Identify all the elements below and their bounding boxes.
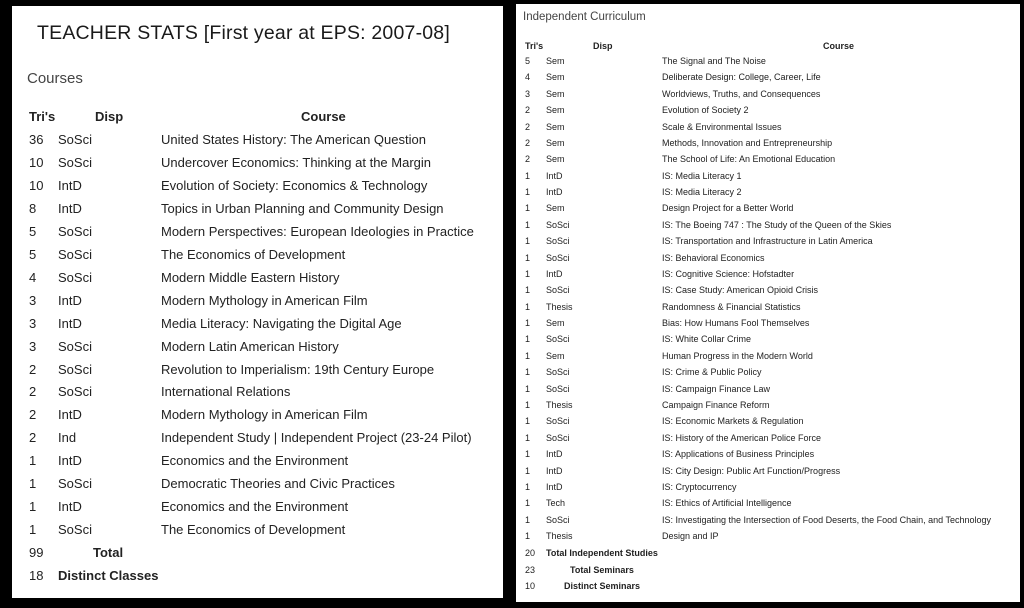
row-course: The School of Life: An Emotional Education bbox=[662, 154, 836, 165]
header-tris: Tri's bbox=[29, 109, 56, 124]
row-tris: 3 bbox=[525, 88, 531, 99]
row-course: Revolution to Imperialism: 19th Century Europe bbox=[161, 361, 435, 377]
table-row bbox=[12, 293, 503, 316]
row-tris: 1 bbox=[525, 187, 531, 198]
row-course: Democratic Theories and Civic Practices bbox=[161, 476, 395, 492]
table-row bbox=[516, 449, 1020, 465]
row-disp: Thesis bbox=[546, 531, 573, 542]
row-disp: SoSci bbox=[58, 476, 92, 492]
row-course: IS: White Collar Crime bbox=[662, 334, 752, 345]
row-tris: 1 bbox=[29, 476, 37, 492]
table-row bbox=[516, 498, 1020, 514]
row-disp: Sem bbox=[546, 203, 565, 214]
table-row bbox=[516, 466, 1020, 482]
row-disp: SoSci bbox=[546, 236, 570, 247]
row-tris: 1 bbox=[29, 499, 37, 515]
row-disp: Sem bbox=[546, 137, 565, 148]
row-disp: SoSci bbox=[546, 432, 570, 443]
row-course: United States History: The American Question bbox=[161, 132, 426, 147]
row-disp: SoSci bbox=[58, 361, 92, 377]
row-disp: IntD bbox=[58, 315, 82, 331]
row-course: Modern Latin American History bbox=[161, 338, 339, 354]
header-disp: Disp bbox=[95, 109, 124, 124]
table-row bbox=[12, 476, 503, 499]
row-disp: SoSci bbox=[546, 367, 570, 378]
row-tris: 5 bbox=[29, 223, 37, 239]
row-disp: IntD bbox=[546, 268, 563, 279]
row-course: IS: Case Study: American Opioid Crisis bbox=[662, 285, 819, 296]
row-tris: 3 bbox=[29, 338, 37, 354]
row-tris: 1 bbox=[525, 531, 531, 542]
table-row bbox=[516, 416, 1020, 432]
row-tris: 10 bbox=[29, 154, 44, 170]
row-disp: Sem bbox=[546, 72, 565, 83]
row-tris: 2 bbox=[525, 137, 531, 148]
row-disp: Ind bbox=[58, 430, 77, 446]
row-disp: Tech bbox=[546, 498, 566, 509]
footer-label: Total Seminars bbox=[570, 565, 634, 575]
row-tris: 1 bbox=[525, 236, 531, 247]
table-row bbox=[12, 362, 503, 385]
row-tris: 5 bbox=[29, 246, 37, 262]
row-tris: 5 bbox=[525, 56, 531, 66]
table-row bbox=[516, 302, 1020, 318]
header-course: Course bbox=[823, 41, 855, 51]
row-course: IS: Media Literacy 2 bbox=[662, 187, 742, 198]
row-disp: SoSci bbox=[58, 223, 92, 239]
table-row bbox=[12, 522, 503, 545]
row-course: Modern Mythology in American Film bbox=[161, 292, 368, 308]
row-disp: SoSci bbox=[58, 269, 92, 285]
row-course: Modern Perspectives: European Ideologies in Practice bbox=[161, 223, 474, 239]
independent-curriculum-title: Independent Curriculum bbox=[523, 11, 646, 23]
row-course: Economics and the Environment bbox=[161, 499, 349, 515]
row-tris: 1 bbox=[525, 268, 531, 279]
row-disp: Sem bbox=[546, 56, 565, 66]
table-row bbox=[12, 430, 503, 453]
table-row bbox=[516, 187, 1020, 203]
row-tris: 1 bbox=[525, 203, 531, 214]
table-row bbox=[516, 400, 1020, 416]
table-row bbox=[12, 155, 503, 178]
row-tris: 1 bbox=[525, 170, 531, 181]
table-row bbox=[12, 316, 503, 339]
table-row bbox=[12, 201, 503, 224]
row-disp: SoSci bbox=[546, 285, 570, 296]
table-row bbox=[12, 499, 503, 522]
row-course: Worldviews, Truths, and Consequences bbox=[662, 88, 821, 99]
table-row bbox=[516, 515, 1020, 531]
row-course: IS: Cognitive Science: Hofstadter bbox=[662, 268, 795, 279]
row-course: IS: Behavioral Economics bbox=[662, 252, 765, 263]
total-seminars-row bbox=[516, 565, 1020, 581]
table-row bbox=[12, 339, 503, 362]
table-row bbox=[516, 138, 1020, 154]
row-tris: 2 bbox=[29, 430, 37, 446]
table-row bbox=[12, 132, 503, 155]
row-course: Bias: How Humans Fool Themselves bbox=[662, 318, 810, 329]
table-row bbox=[516, 171, 1020, 187]
row-tris: 2 bbox=[525, 105, 531, 116]
table-row bbox=[516, 351, 1020, 367]
row-disp: SoSci bbox=[58, 384, 92, 400]
row-tris: 1 bbox=[525, 481, 531, 492]
row-course: Evolution of Society: Economics & Technology bbox=[161, 177, 428, 193]
table-row bbox=[12, 453, 503, 476]
row-course: Media Literacy: Navigating the Digital Age bbox=[161, 315, 402, 331]
row-tris: 1 bbox=[525, 301, 531, 312]
row-tris: 1 bbox=[525, 416, 531, 427]
row-course: Modern Mythology in American Film bbox=[161, 407, 368, 423]
row-tris: 3 bbox=[29, 315, 37, 331]
row-course: IS: History of the American Police Force bbox=[662, 432, 822, 443]
row-course: International Relations bbox=[161, 384, 291, 400]
curriculum-table-header bbox=[516, 41, 1020, 57]
row-disp: IntD bbox=[546, 449, 563, 460]
row-course: IS: Economic Markets & Regulation bbox=[662, 416, 804, 427]
row-tris: 2 bbox=[29, 384, 37, 400]
table-row bbox=[516, 122, 1020, 138]
row-disp: IntD bbox=[58, 407, 82, 423]
table-row bbox=[12, 247, 503, 270]
row-course: IS: The Boeing 747 : The Study of the Queen of the Skies bbox=[662, 219, 892, 230]
row-tris: 36 bbox=[29, 132, 44, 147]
row-disp: Sem bbox=[546, 154, 565, 165]
courses-table-header bbox=[12, 109, 503, 132]
table-row bbox=[516, 253, 1020, 269]
row-disp: Sem bbox=[546, 105, 565, 116]
total-count: 99 bbox=[29, 545, 44, 560]
row-disp: Sem bbox=[546, 88, 565, 99]
row-disp: SoSci bbox=[546, 219, 570, 230]
row-course: The Economics of Development bbox=[161, 522, 346, 538]
footer-label: Total Independent Studies bbox=[546, 548, 658, 558]
row-course: IS: Campaign Finance Law bbox=[662, 383, 771, 394]
row-course: Human Progress in the Modern World bbox=[662, 350, 813, 361]
row-disp: SoSci bbox=[546, 514, 570, 525]
row-course: IS: Transportation and Infrastructure in Latin America bbox=[662, 236, 873, 247]
table-row bbox=[516, 236, 1020, 252]
row-course: Methods, Innovation and Entrepreneurship bbox=[662, 137, 833, 148]
distinct-count: 18 bbox=[29, 568, 44, 583]
footer-count: 20 bbox=[525, 548, 536, 558]
row-tris: 2 bbox=[29, 361, 37, 377]
row-tris: 4 bbox=[525, 72, 531, 83]
table-row bbox=[12, 224, 503, 247]
teacher-stats-panel bbox=[12, 6, 503, 598]
table-row bbox=[516, 285, 1020, 301]
row-tris: 10 bbox=[29, 177, 44, 193]
header-disp: Disp bbox=[593, 41, 613, 51]
row-disp: IntD bbox=[546, 465, 563, 476]
row-course: Design Project for a Better World bbox=[662, 203, 794, 214]
row-tris: 2 bbox=[29, 407, 37, 423]
row-tris: 2 bbox=[525, 121, 531, 132]
row-tris: 1 bbox=[525, 367, 531, 378]
row-disp: IntD bbox=[546, 481, 563, 492]
row-course: Scale & Environmental Issues bbox=[662, 121, 782, 132]
independent-curriculum-panel bbox=[516, 4, 1020, 602]
row-course: IS: Cryptocurrency bbox=[662, 481, 737, 492]
row-disp: SoSci bbox=[546, 383, 570, 394]
row-course: The Signal and The Noise bbox=[662, 56, 766, 66]
row-tris: 1 bbox=[525, 285, 531, 296]
row-course: Campaign Finance Reform bbox=[662, 399, 770, 410]
row-tris: 1 bbox=[525, 219, 531, 230]
total-independent-studies-row bbox=[516, 548, 1020, 564]
table-row bbox=[516, 154, 1020, 170]
page-title: TEACHER STATS [First year at EPS: 2007-08] bbox=[37, 22, 450, 44]
row-tris: 4 bbox=[29, 269, 37, 285]
row-tris: 1 bbox=[525, 383, 531, 394]
row-disp: Thesis bbox=[546, 399, 573, 410]
distinct-label: Distinct Classes bbox=[58, 568, 159, 583]
table-row bbox=[516, 367, 1020, 383]
row-course: Randomness & Financial Statistics bbox=[662, 301, 801, 312]
row-tris: 1 bbox=[29, 522, 37, 538]
table-row bbox=[516, 220, 1020, 236]
row-course: Independent Study | Independent Project (23-24 Pilot) bbox=[161, 430, 472, 446]
row-course: Evolution of Society 2 bbox=[662, 105, 749, 116]
row-disp: IntD bbox=[546, 187, 563, 198]
row-course: IS: Applications of Business Principles bbox=[662, 449, 815, 460]
row-disp: IntD bbox=[546, 170, 563, 181]
row-tris: 1 bbox=[525, 318, 531, 329]
courses-section-title: Courses bbox=[27, 70, 83, 87]
row-tris: 1 bbox=[525, 432, 531, 443]
total-row bbox=[12, 545, 503, 568]
table-row bbox=[516, 56, 1020, 72]
row-disp: SoSci bbox=[58, 246, 92, 262]
footer-label: Distinct Seminars bbox=[564, 581, 641, 591]
row-tris: 1 bbox=[525, 449, 531, 460]
row-disp: SoSci bbox=[546, 416, 570, 427]
table-row bbox=[516, 269, 1020, 285]
row-disp: Sem bbox=[546, 350, 565, 361]
row-disp: IntD bbox=[58, 499, 82, 515]
header-tris: Tri's bbox=[525, 41, 544, 51]
table-row bbox=[12, 384, 503, 407]
row-tris: 1 bbox=[525, 252, 531, 263]
row-course: The Economics of Development bbox=[161, 246, 346, 262]
table-row bbox=[12, 178, 503, 201]
row-course: IS: Media Literacy 1 bbox=[662, 170, 742, 181]
table-row bbox=[516, 203, 1020, 219]
row-course: IS: Investigating the Intersection of Food Deserts, the Food Chain, and Technology bbox=[662, 514, 992, 525]
table-row bbox=[516, 531, 1020, 547]
row-tris: 2 bbox=[525, 154, 531, 165]
row-disp: SoSci bbox=[58, 132, 92, 147]
row-tris: 1 bbox=[525, 350, 531, 361]
row-tris: 1 bbox=[525, 465, 531, 476]
row-course: Economics and the Environment bbox=[161, 453, 349, 469]
table-row bbox=[516, 334, 1020, 350]
row-tris: 1 bbox=[525, 498, 531, 509]
table-row bbox=[12, 407, 503, 430]
distinct-seminars-row bbox=[516, 581, 1020, 597]
table-row bbox=[516, 318, 1020, 334]
total-label: Total bbox=[93, 545, 124, 560]
footer-count: 10 bbox=[525, 581, 536, 591]
row-disp: SoSci bbox=[58, 338, 92, 354]
table-row bbox=[516, 105, 1020, 121]
row-course: Modern Middle Eastern History bbox=[161, 269, 340, 285]
table-row bbox=[516, 384, 1020, 400]
row-course: IS: City Design: Public Art Function/Progress bbox=[662, 465, 841, 476]
row-disp: SoSci bbox=[546, 334, 570, 345]
row-tris: 3 bbox=[29, 292, 37, 308]
row-course: Topics in Urban Planning and Community Design bbox=[161, 200, 444, 216]
table-row bbox=[516, 89, 1020, 105]
row-course: IS: Ethics of Artificial Intelligence bbox=[662, 498, 792, 509]
table-row bbox=[516, 482, 1020, 498]
row-disp: SoSci bbox=[58, 154, 92, 170]
row-disp: Sem bbox=[546, 121, 565, 132]
row-tris: 1 bbox=[29, 453, 37, 469]
row-disp: IntD bbox=[58, 453, 82, 469]
row-disp: IntD bbox=[58, 200, 82, 216]
row-course: Design and IP bbox=[662, 531, 719, 542]
row-disp: SoSci bbox=[58, 522, 92, 538]
table-row bbox=[516, 72, 1020, 88]
row-disp: Thesis bbox=[546, 301, 573, 312]
footer-count: 23 bbox=[525, 565, 536, 575]
table-row bbox=[12, 270, 503, 293]
row-tris: 1 bbox=[525, 514, 531, 525]
table-row bbox=[516, 433, 1020, 449]
row-tris: 1 bbox=[525, 334, 531, 345]
row-disp: SoSci bbox=[546, 252, 570, 263]
header-course: Course bbox=[301, 109, 346, 124]
distinct-classes-row bbox=[12, 568, 503, 591]
row-disp: Sem bbox=[546, 318, 565, 329]
row-disp: IntD bbox=[58, 177, 82, 193]
row-disp: IntD bbox=[58, 292, 82, 308]
row-course: IS: Crime & Public Policy bbox=[662, 367, 762, 378]
row-tris: 8 bbox=[29, 200, 37, 216]
row-course: Undercover Economics: Thinking at the Margin bbox=[161, 154, 431, 170]
row-tris: 1 bbox=[525, 399, 531, 410]
row-course: Deliberate Design: College, Career, Life bbox=[662, 72, 821, 83]
